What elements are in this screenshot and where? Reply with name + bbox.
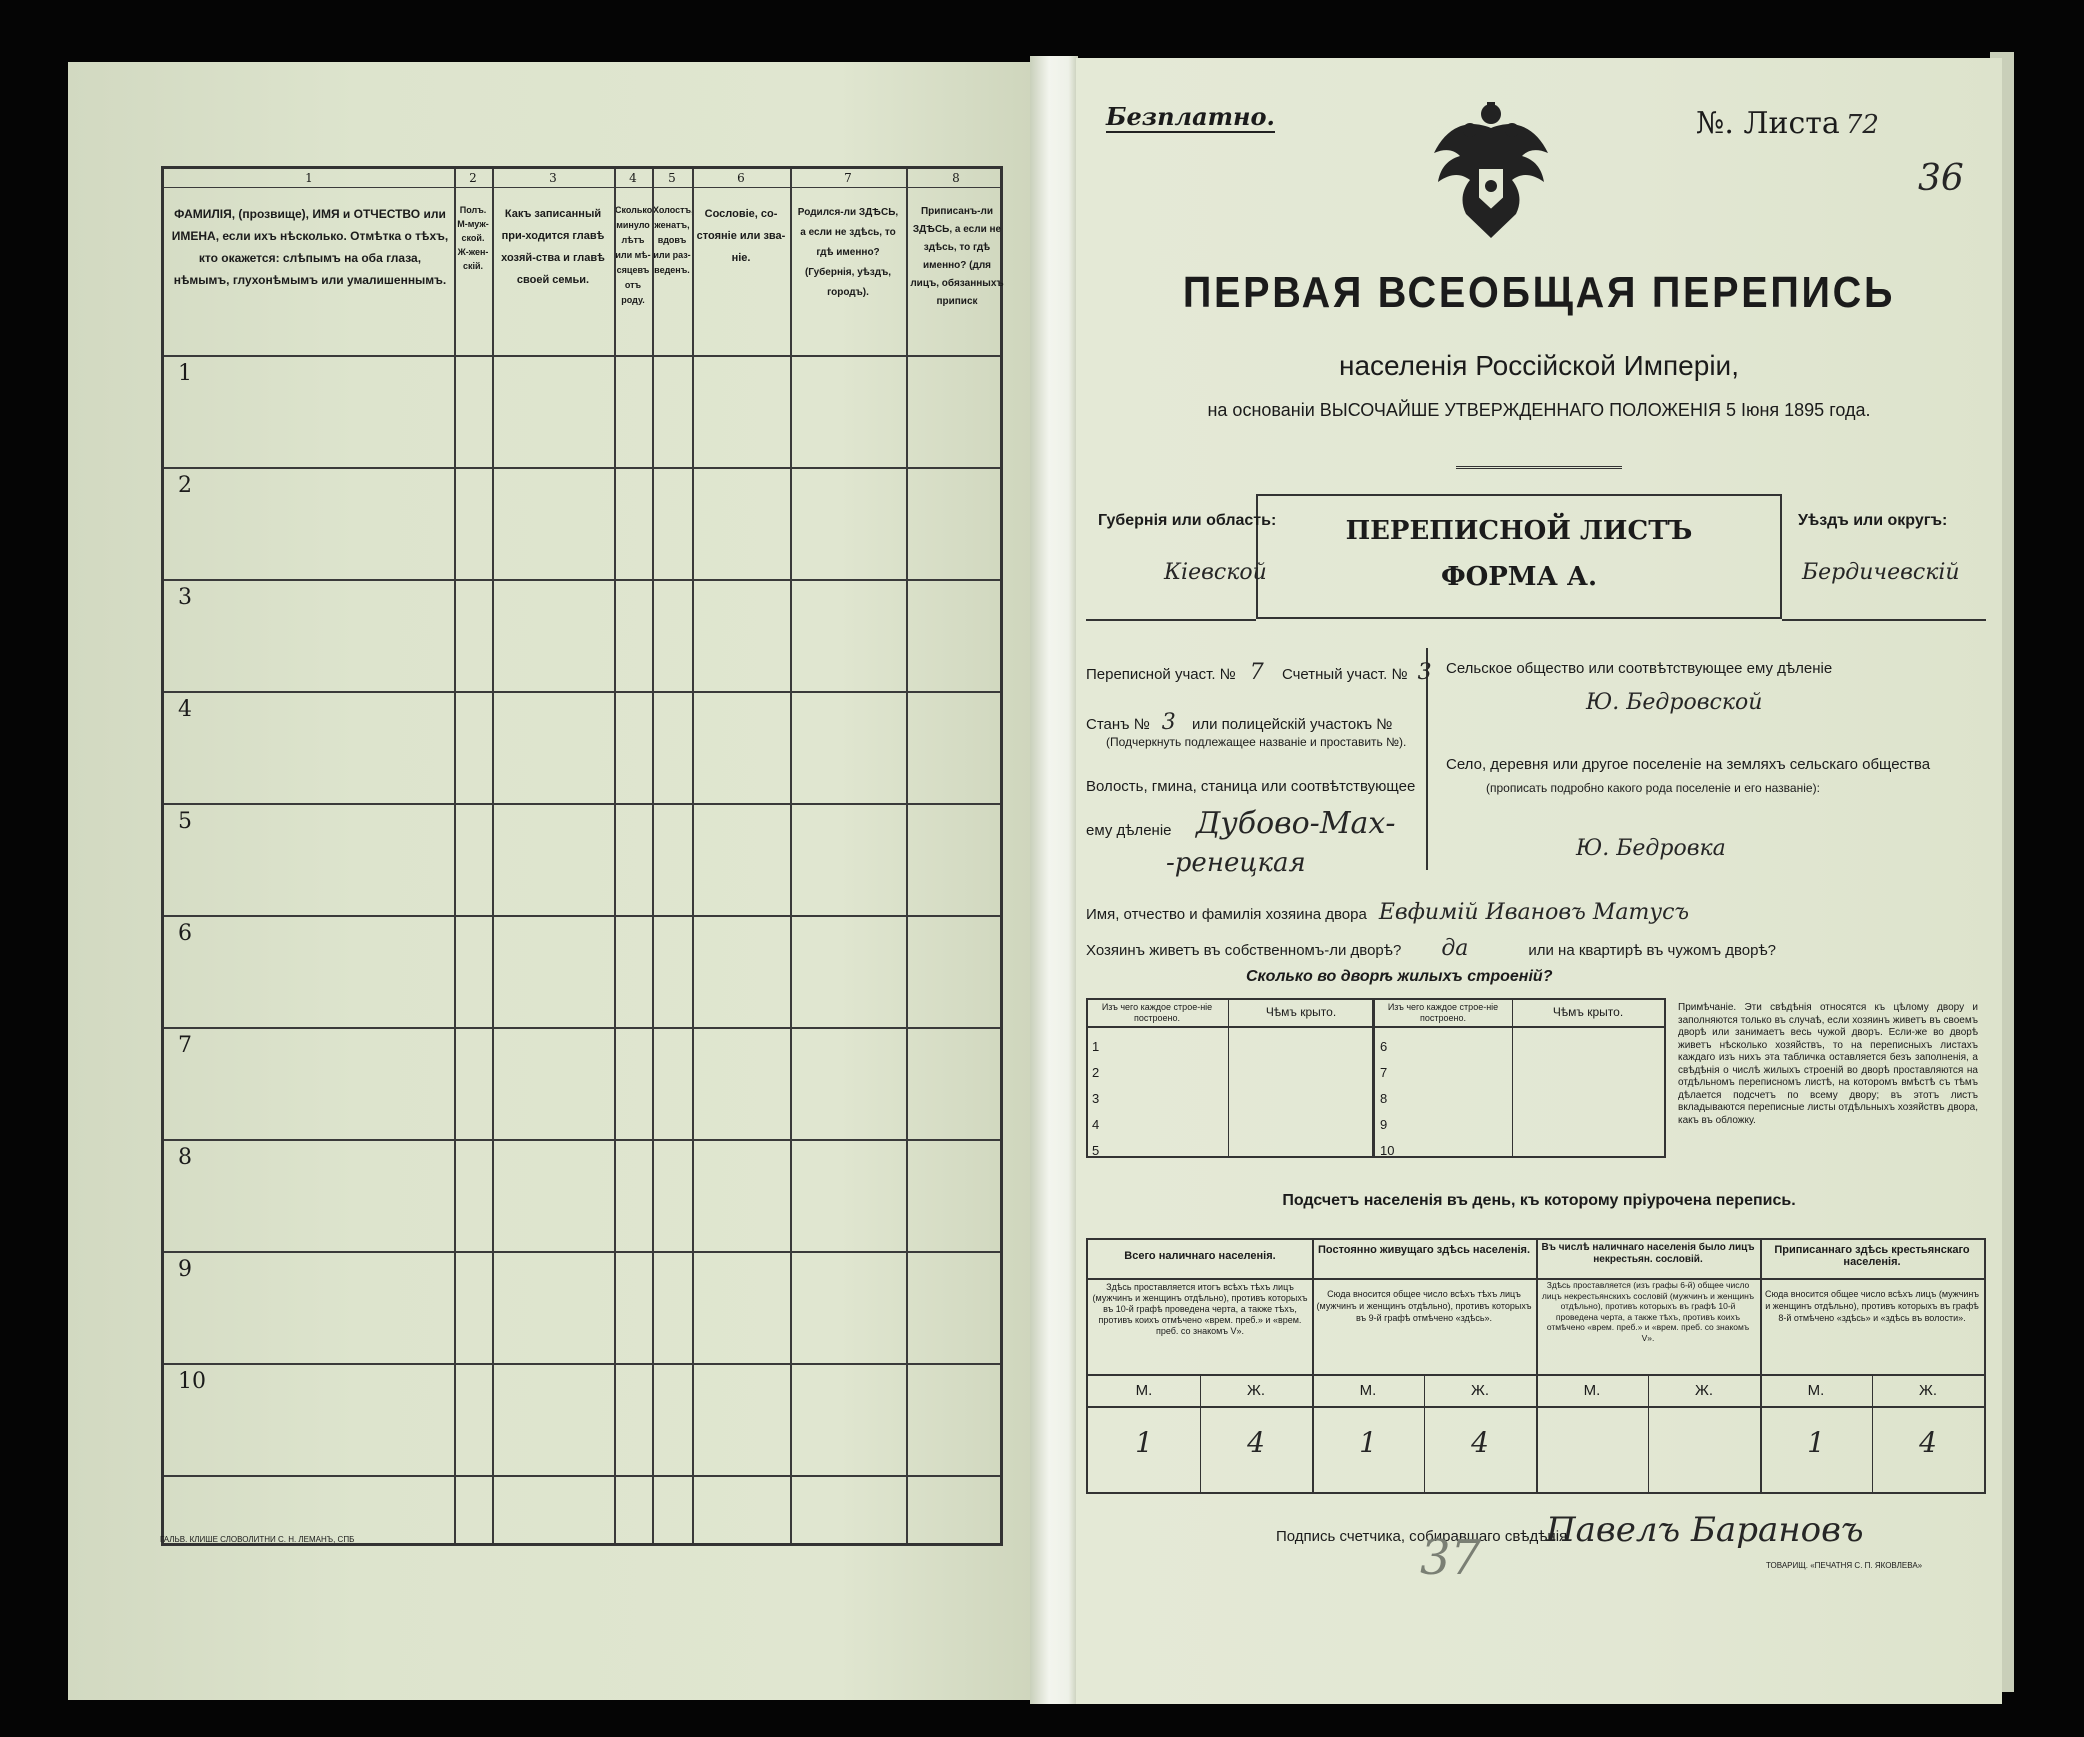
selo-label: Село, деревня или другое поселеніе на земляхъ сельскаго общества — [1446, 756, 1931, 773]
bld-rows-left: 1 2 3 4 5 — [1092, 1039, 1100, 1158]
ornament-divider — [1456, 466, 1622, 469]
signature-value: Павелъ Барановъ — [1546, 1510, 1864, 1550]
count-title: Подсчетъ населенія въ день, къ которому пріурочена перепись. — [1282, 1192, 1796, 1209]
uezd-label: Уѣздъ или округъ: — [1798, 512, 1948, 529]
header-box — [1086, 494, 1986, 624]
count-value: 4 — [1471, 1426, 1489, 1459]
count-head-1: Всего наличнаго населенія. — [1124, 1250, 1276, 1262]
underline-note: (Подчеркнуть подлежащее названіе и проставить №). — [1106, 735, 1407, 749]
left-page — [68, 62, 1030, 1700]
count-f-2: Ж. — [1470, 1382, 1490, 1399]
count-desc-1: Здѣсь проставляется итогъ всѣхъ тѣхъ лицъ (мужчинъ и женщинъ отдѣльно), противъ которыхъ въ 10-й графѣ проведена черта, а также тѣхъ, противъ коихъ отмѣчено «врем. преб.» и «врем. преб. со знакомъ V». — [1092, 1282, 1308, 1336]
col-number-3: 3 — [549, 171, 557, 185]
row-number: 5 — [178, 809, 192, 834]
row-number: 8 — [178, 1145, 192, 1170]
form-subtitle: ФОРМА А. — [1440, 562, 1598, 592]
stan-field: Станъ № 3 или полицейскій участокъ № — [1086, 710, 1393, 735]
uezd-value: Бердичевскій — [1802, 560, 1960, 585]
header-registered: Приписанъ-ли ЗДѢСЬ, а если не здѣсь, то гдѣ именно? (для лицъ, обязанныхъ приписк — [910, 206, 1004, 307]
bld-head-material-2: Изъ чего каждое строе-ніе построено. — [1387, 1002, 1499, 1023]
left-imprint: ГАЛЬВ. КЛИШЕ СЛОВОЛИТНИ С. Н. ЛЕМАНЪ, СПБ — [160, 1535, 355, 1544]
gubernia-value: Кіевской — [1164, 560, 1267, 585]
count-f-1: Ж. — [1246, 1382, 1266, 1399]
bld-head-material: Изъ чего каждое строе-ніе построено. — [1101, 1002, 1213, 1023]
pencil-number: 37 — [1420, 1530, 1482, 1586]
row-number: 9 — [178, 1257, 192, 1282]
buildings-label: Сколько во дворѣ жилыхъ строеній? — [1246, 968, 1553, 985]
census-title: ПЕРВАЯ ВСЕОБЩАЯ ПЕРЕПИСЬ — [1182, 268, 1896, 317]
own-yard-field: Хозяинъ живетъ въ собственномъ-ли дворѣ? да или на квартирѣ въ чужомъ дворѣ? — [1086, 936, 1777, 961]
census-subtitle: населенія Россійской Имперіи, — [1339, 350, 1739, 381]
buildings-note: Примѣчаніе. Эти свѣдѣнія относятся къ цѣлому двору и заполняются только въ случаѣ, если хозяинъ живетъ въ своемъ дворѣ или занимаетъ весь чужой дворъ. Если-же во дворѣ живетъ нѣсколько хозяйствъ, то на переписныхъ листахъ каждаго изъ нихъ эта табличка оставляется безъ заполненія, а свѣдѣнія о числѣ жилыхъ строеній во дворѣ проставляются на отдѣльномъ переписномъ листѣ, на которомъ вмѣстѣ съ тѣмъ дѣлается подсчетъ по всему двору; въ этотъ листъ вкладываются переписные листы отдѣльныхъ хозяйствъ двора, какъ въ обложку. — [1678, 1002, 1978, 1126]
col-number-5: 5 — [668, 171, 676, 185]
book-spine — [1030, 56, 1078, 1704]
gubernia-label: Губернія или область: — [1098, 512, 1277, 529]
count-m-1: М. — [1135, 1382, 1153, 1399]
bld-head-roof: Чѣмъ крыто. — [1265, 1005, 1337, 1019]
row-number: 4 — [178, 697, 192, 722]
header-relation: Какъ записанный при-ходится главѣ хозяй-ства и главѣ своей семьи. — [501, 208, 605, 286]
count-desc-4: Сюда вносится общее число всѣхъ лицъ (мужчинъ и женщинъ отдѣльно), противъ которыхъ въ графѣ 8-й отмѣчено «здѣсь» и «здѣсь въ волости». — [1764, 1289, 1980, 1323]
perepisnoy-field: Переписной участ. № 7 Счетный участ. № 3 — [1086, 660, 1432, 685]
row-number: 1 — [178, 361, 192, 386]
obshchestvo-value: Ю. Бедровской — [1586, 690, 1763, 715]
header-sex: Полъ. М-муж-ской. Ж-жен-скій. — [457, 205, 489, 271]
col-number-8: 8 — [952, 171, 960, 185]
header-name: ФАМИЛІЯ, (прозвище), ИМЯ и ОТЧЕСТВО или ИМЕНА, если ихъ нѣсколько. Отмѣтка о тѣхъ, кто окажется: слѣпымъ на оба глаза, нѣмымъ, глухонѣмымъ или умалишеннымъ. — [171, 207, 449, 287]
free-label: Безплатно. — [1106, 102, 1275, 131]
header-birthplace: Родился-ли ЗДѢСЬ, а если не здѣсь, то гдѣ именно? (Губернія, уѣздъ, городъ). — [797, 207, 899, 298]
right-imprint: ТОВАРИЩ. «ПЕЧАТНЯ С. П. ЯКОВЛЕВА» — [1766, 1561, 1923, 1570]
col-number-7: 7 — [844, 171, 852, 185]
count-f-4: Ж. — [1918, 1382, 1938, 1399]
row-number: 7 — [178, 1033, 192, 1058]
bld-head-roof-2: Чѣмъ крыто. — [1552, 1005, 1624, 1019]
form-title: ПЕРЕПИСНОЙ ЛИСТЪ — [1345, 516, 1693, 546]
imperial-eagle-emblem — [1426, 98, 1556, 248]
count-value: 1 — [1359, 1426, 1377, 1459]
count-head-4: Приписаннаго здѣсь крестьянскаго населенія. — [1774, 1244, 1970, 1268]
col-number-4: 4 — [629, 171, 637, 185]
archive-number: 36 — [1918, 158, 1964, 199]
volost-value-1: Дубово-Мах- — [1196, 806, 1396, 841]
left-census-table — [161, 166, 1003, 1546]
count-value: 4 — [1247, 1426, 1265, 1459]
count-m-2: М. — [1359, 1382, 1377, 1399]
col-number-2: 2 — [469, 171, 477, 185]
sheet-number-label: №. Листа 72 — [1696, 106, 1879, 141]
count-value: 1 — [1135, 1426, 1153, 1459]
row-number: 3 — [178, 585, 192, 610]
signature-label: Подпись счетчика, собиравшаго свѣдѣнія — [1276, 1528, 1568, 1545]
right-page — [1076, 58, 2002, 1704]
volost-label: Волость, гмина, станица или соотвѣтствующее — [1086, 778, 1416, 795]
header-marital: Холостъ, женатъ, вдовъ или раз-веденъ. — [653, 205, 694, 275]
row-number: 2 — [178, 473, 192, 498]
selo-value: Ю. Бедровка — [1576, 836, 1726, 861]
count-value: 4 — [1919, 1426, 1937, 1459]
col-number-1: 1 — [305, 171, 313, 185]
count-head-2: Постоянно живущаго здѣсь населенія. — [1317, 1244, 1531, 1256]
count-head-3: Въ числѣ наличнаго населенія было лицъ некрестьян. сословій. — [1541, 1242, 1755, 1265]
volost-value-2: -ренецкая — [1166, 848, 1306, 878]
census-basis: на основаніи ВЫСОЧАЙШЕ УТВЕРЖДЕННАГО ПОЛОЖЕНІЯ 5 Іюня 1895 года. — [1207, 400, 1871, 420]
row-number: 6 — [178, 921, 192, 946]
count-f-3: Ж. — [1694, 1382, 1714, 1399]
header-age: Сколько минуло лѣтъ или мѣ-сяцевъ отъ роду. — [615, 205, 653, 305]
bld-rows-right: 6 7 8 9 10 — [1380, 1039, 1395, 1158]
volost-label-2: ему дѣленіе — [1086, 822, 1172, 839]
selo-note: (прописать подробно какого рода поселеніе и его названіе): — [1486, 781, 1820, 795]
population-count-table — [1086, 1238, 1986, 1494]
count-desc-2: Сюда вносится общее число всѣхъ тѣхъ лицъ (мужчинъ и женщинъ отдѣльно), противъ которыхъ въ 9-й графѣ отмѣчено «здѣсь». — [1316, 1289, 1532, 1323]
owner-field: Имя, отчество и фамилія хозяина двора Евфимій Ивановъ Матусъ — [1086, 900, 1690, 925]
col-number-6: 6 — [737, 171, 745, 185]
obshchestvo-label: Сельское общество или соотвѣтствующее ему дѣленіе — [1446, 660, 1833, 677]
count-desc-3: Здѣсь проставляется (изъ графы 6-й) общее число лицъ некрестьянскихъ сословій (мужчинъ и женщинъ отдѣльно), противъ которыхъ въ графѣ 10-й проведена черта, а также тѣхъ, противъ коихъ отмѣчено «врем. преб.» и «врем. преб. со знакомъ V». — [1541, 1280, 1755, 1343]
count-value: 1 — [1807, 1426, 1825, 1459]
count-m-3: М. — [1583, 1382, 1601, 1399]
count-m-4: М. — [1807, 1382, 1825, 1399]
row-number: 10 — [178, 1369, 206, 1394]
buildings-table — [1086, 998, 1666, 1158]
header-estate: Сословіе, со-стояніе или зва-ніе. — [696, 208, 786, 264]
